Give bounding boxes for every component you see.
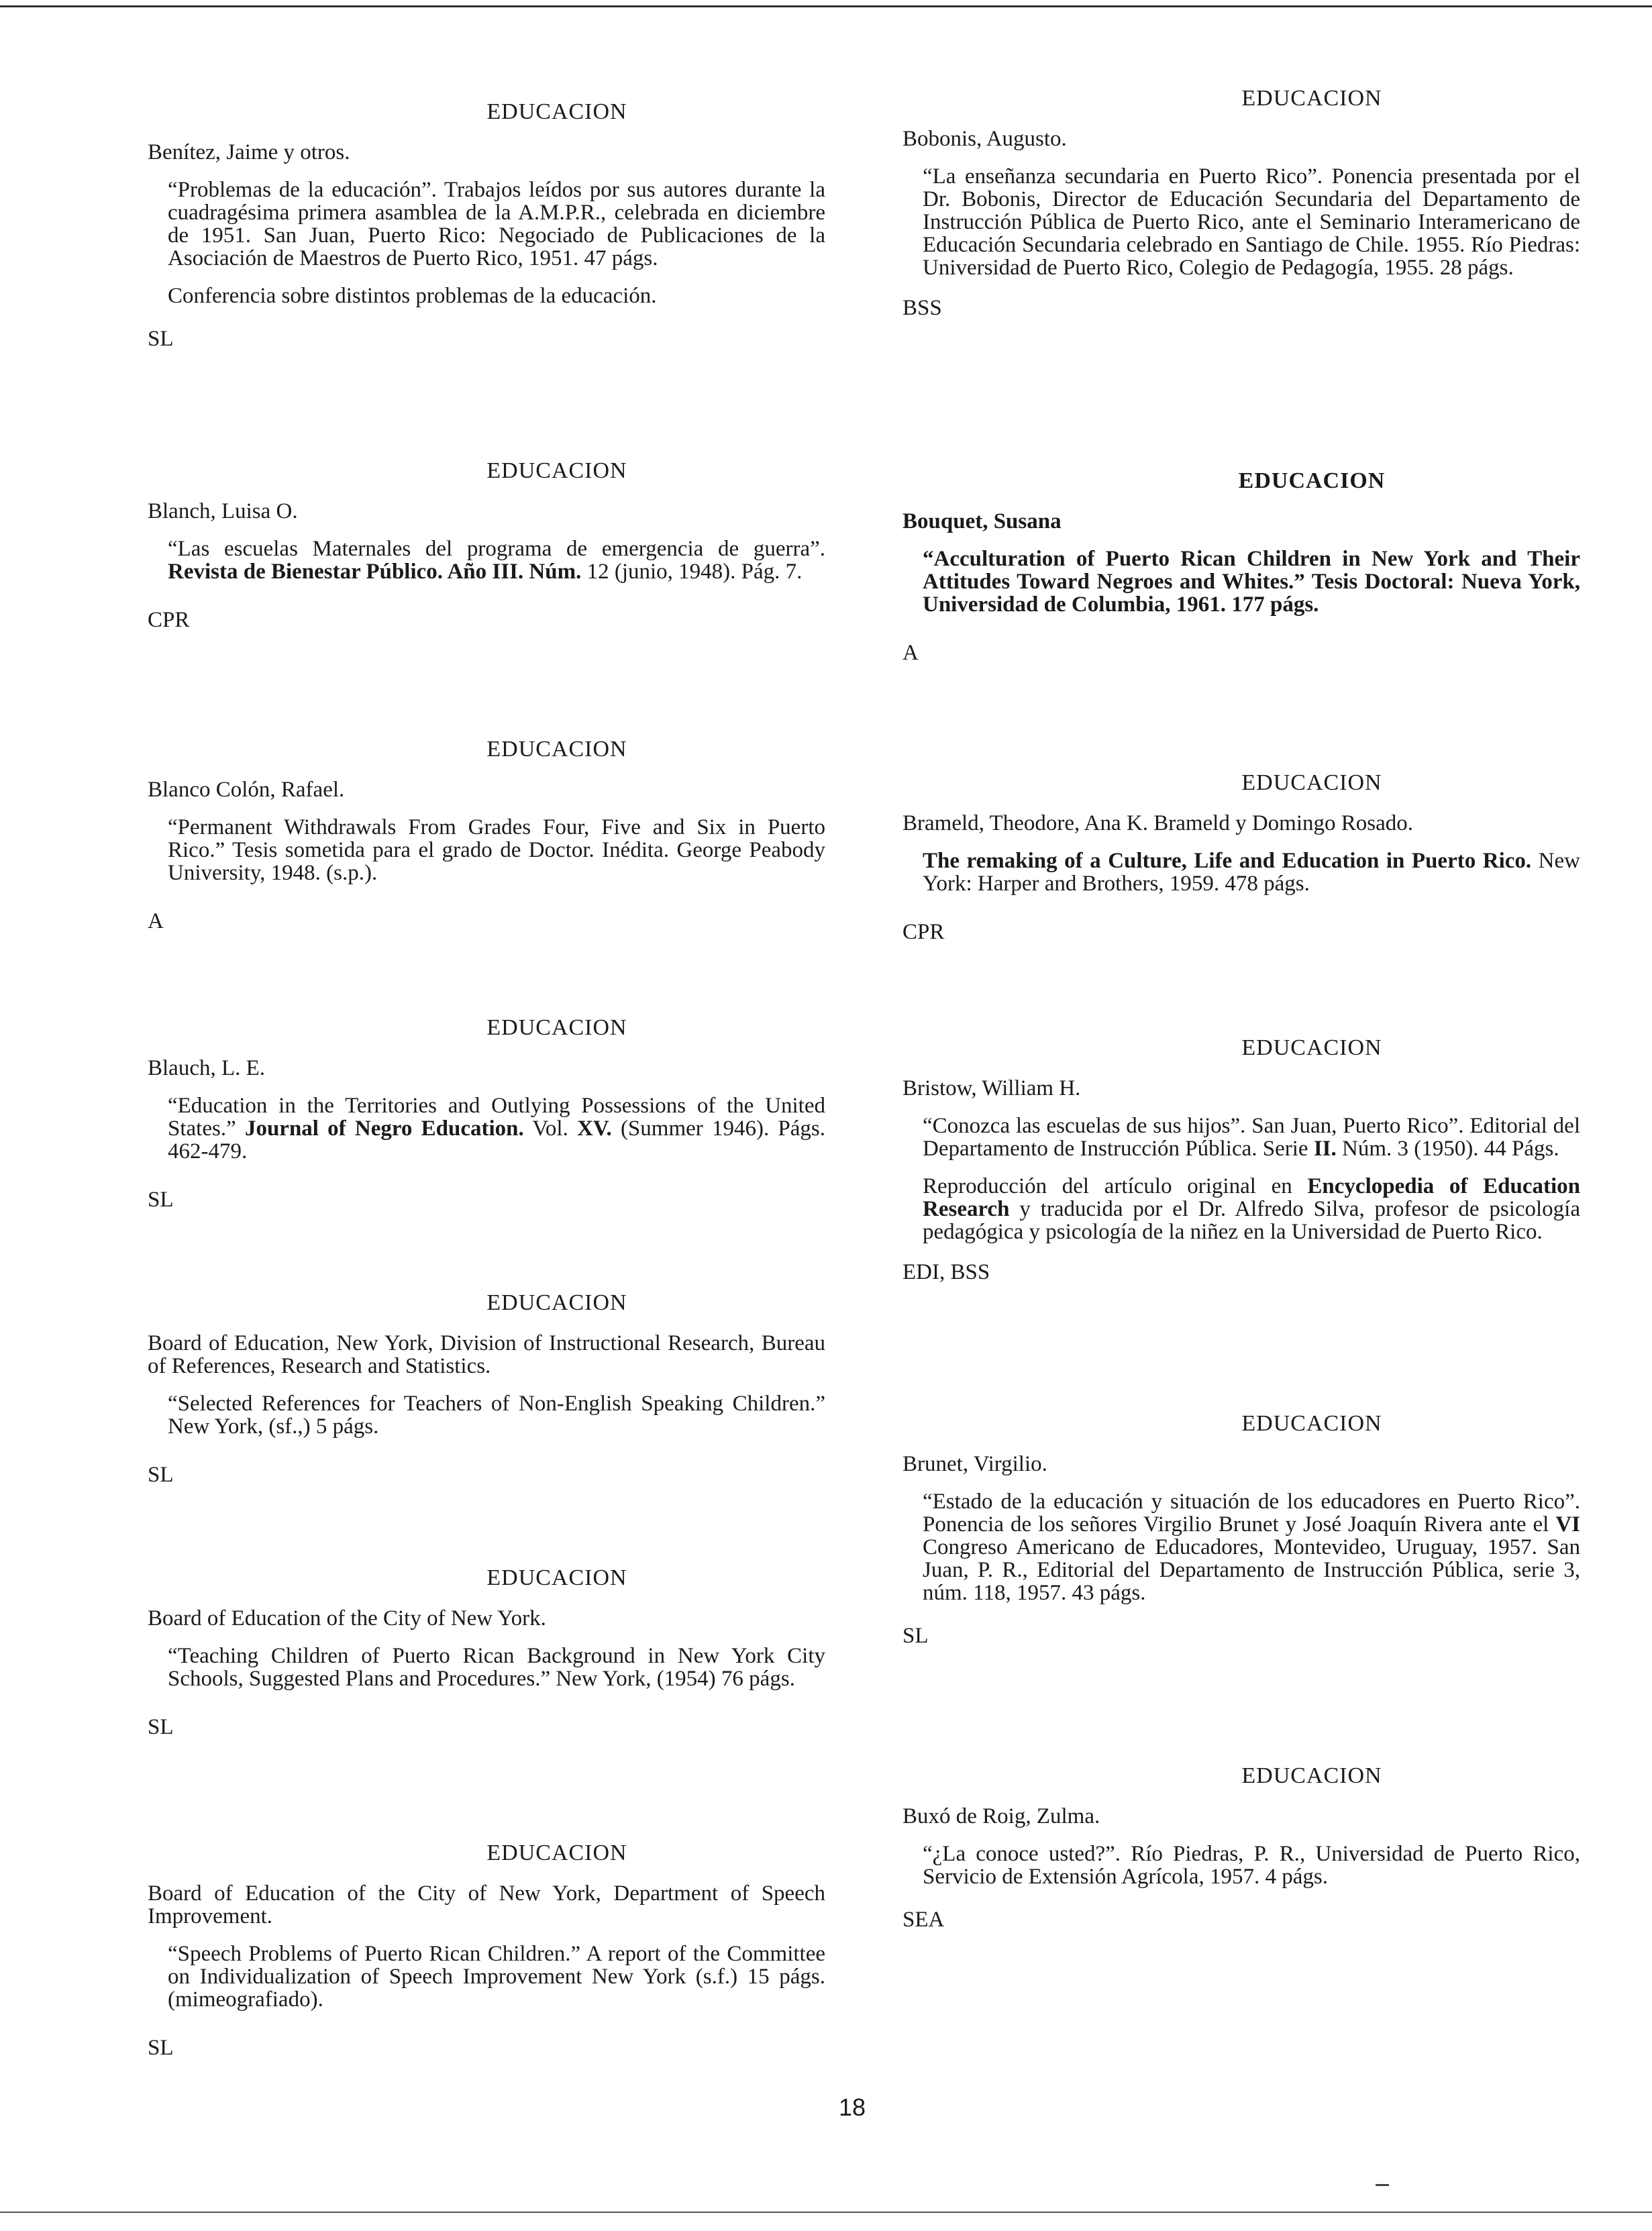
entry-heading: EDUCACION bbox=[486, 1565, 627, 1590]
bold-text: Revista de Bienestar Público. Año III. Núm. bbox=[168, 560, 582, 584]
entry-author: Blanch, Luisa O. bbox=[148, 499, 298, 523]
bold-text: VI bbox=[1555, 1512, 1580, 1537]
entry-description: “Education in the Territories and Outlying Possessions of the United States.” Journal of Negro Education. Vol. XV. (Summer 1946). Págs. 462-479. bbox=[168, 1094, 826, 1163]
library-code: SL bbox=[148, 1188, 174, 1212]
entry-author: Bouquet, Susana bbox=[902, 509, 1062, 533]
library-code: SL bbox=[902, 1624, 929, 1648]
entry-description: “Estado de la educación y situación de los educadores en Puerto Rico”. Ponencia de los señores Virgilio Brunet y José Joaquín Rivera ante el VI Congreso Americano de Educadores, Montevideo, Uruguay, 1957. San Juan, P. R., Editorial del Departamento de Instrucción Pública, serie 3, núm. 118, 1957. 43 págs. bbox=[923, 1490, 1580, 1605]
entry-author: Brameld, Theodore, Ana K. Brameld y Domingo Rosado. bbox=[902, 811, 1414, 835]
entry-board-city-ny bbox=[148, 1567, 825, 1739]
bold-text: II. bbox=[1313, 1137, 1337, 1161]
top-rule bbox=[0, 5, 1652, 7]
entry-heading: EDUCACION bbox=[486, 458, 627, 483]
entry-author: Bristow, William H. bbox=[902, 1076, 1081, 1100]
entry-author: Board of Education of the City of New York, Department of Speech Improvement. bbox=[148, 1881, 825, 1928]
entry-author: Brunet, Virgilio. bbox=[902, 1452, 1047, 1476]
entry-author: Blanco Colón, Rafael. bbox=[148, 778, 345, 802]
entry-author: Buxó de Roig, Zulma. bbox=[902, 1804, 1100, 1828]
entry-author: Board of Education of the City of New York. bbox=[148, 1606, 546, 1630]
library-code: CPR bbox=[148, 608, 190, 632]
scan-mark bbox=[1376, 2184, 1389, 2186]
entry-description: “La enseñanza secundaria en Puerto Rico”. Ponencia presentada por el Dr. Bobonis, Director de Educación Secundaria del Departamento de Instrucción Pública de Puerto Rico, ante el Seminario Interamericano de Educación Secundaria celebrado en Santiago de Chile. 1955. Río Piedras: Universidad de Puerto Rico, Colegio de Pedagogía, 1955. 28 págs. bbox=[923, 164, 1580, 280]
entry-author: Bobonis, Augusto. bbox=[902, 127, 1067, 151]
entry-note: Conferencia sobre distintos problemas de la educación. bbox=[168, 284, 657, 308]
entry-heading: EDUCACION bbox=[486, 99, 627, 124]
entry-description: “Speech Problems of Puerto Rican Children.” A report of the Committee on Individualization of Speech Improvement New York (s.f.) 15 págs. (mimeografiado). bbox=[168, 1942, 825, 2012]
page-number: 18 bbox=[838, 2093, 866, 2121]
entry-heading: EDUCACION bbox=[486, 737, 627, 762]
bold-text: “Acculturation of Puerto Rican Children in New York and Their Attitudes Toward Negroes and Whites.” Tesis Doctoral: Nueva York, Universidad de Columbia, 1961. 177 págs. bbox=[923, 547, 1580, 617]
entry-author: Benítez, Jaime y otros. bbox=[148, 140, 350, 164]
entry-description: “Conozca las escuelas de sus hijos”. San Juan, Puerto Rico”. Editorial del Departamento de Instrucción Pública. Serie II. Núm. 3 (1950). 44 Págs. bbox=[923, 1114, 1580, 1161]
library-code: A bbox=[148, 909, 164, 933]
entry-author: Board of Education, New York, Division of Instructional Research, Bureau of References, Research and Statistics. bbox=[148, 1331, 825, 1378]
entry-description: “¿La conoce usted?”. Río Piedras, P. R., Universidad de Puerto Rico, Servicio de Extensión Agrícola, 1957. 4 págs. bbox=[923, 1842, 1580, 1889]
entry-brameld bbox=[902, 772, 1580, 943]
library-code: CPR bbox=[902, 920, 945, 944]
entry-description: “Selected References for Teachers of Non-English Speaking Children.” New York, (sf.,) 5 págs. bbox=[168, 1392, 825, 1439]
bottom-rule bbox=[0, 2212, 1652, 2213]
entry-board-ny-division bbox=[148, 1292, 825, 1486]
entry-description: “Problemas de la educación”. Trabajos leídos por sus autores durante la cuadragésima primera asamblea de la A.M.P.R., celebrada en diciembre de 1951. San Juan, Puerto Rico: Negociado de Publicaciones de la Asociación de Maestros de Puerto Rico, 1951. 47 págs. bbox=[168, 178, 825, 270]
library-code: BSS bbox=[902, 296, 942, 320]
library-code: EDI, BSS bbox=[902, 1260, 990, 1284]
entry-description: The remaking of a Culture, Life and Education in Puerto Rico. New York: Harper and Brothers, 1959. 478 págs. bbox=[923, 849, 1580, 896]
entry-blanco-colon bbox=[148, 738, 825, 933]
entry-heading: EDUCACION bbox=[486, 1290, 627, 1315]
entry-board-speech bbox=[148, 1842, 825, 2059]
library-code: SL bbox=[148, 1715, 174, 1739]
entry-heading: EDUCACION bbox=[1241, 1411, 1382, 1436]
entry-heading: EDUCACION bbox=[1241, 1035, 1382, 1060]
entry-benitez bbox=[148, 101, 825, 350]
bold-text: Encyclopedia of Education Research bbox=[923, 1174, 1580, 1221]
entry-heading: EDUCACION bbox=[1241, 1763, 1382, 1788]
entry-description: “Teaching Children of Puerto Rican Background in New York City Schools, Suggested Plans and Procedures.” New York, (1954) 76 págs. bbox=[168, 1644, 825, 1691]
entry-blauch bbox=[148, 1017, 825, 1211]
library-code: SL bbox=[148, 1463, 174, 1487]
entry-bobonis bbox=[902, 87, 1580, 319]
bold-text: Journal of Negro Education. bbox=[244, 1117, 524, 1141]
library-code: SEA bbox=[902, 1908, 945, 1932]
library-code: SL bbox=[148, 327, 174, 351]
entry-description bbox=[923, 548, 1580, 616]
entry-buxo-de-roig bbox=[902, 1765, 1580, 1931]
library-code: SL bbox=[148, 2036, 174, 2060]
entry-bouquet bbox=[902, 470, 1580, 664]
entry-description: “Las escuelas Maternales del programa de emergencia de guerra”. Revista de Bienestar Público. Año III. Núm. 12 (junio, 1948). Pág. 7. bbox=[168, 537, 825, 584]
entry-heading: EDUCACION bbox=[486, 1015, 627, 1040]
entry-heading: EDUCACION bbox=[1241, 770, 1382, 795]
entry-brunet bbox=[902, 1412, 1580, 1647]
entry-blanch bbox=[148, 460, 825, 631]
bold-text: The remaking of a Culture, Life and Education in Puerto Rico. bbox=[923, 849, 1532, 873]
entry-author: Blauch, L. E. bbox=[148, 1056, 266, 1080]
entry-heading: EDUCACION bbox=[486, 1840, 627, 1865]
entry-note: Reproducción del artículo original en Encyclopedia of Education Research y traducida por el Dr. Alfredo Silva, profesor de psicología pedagógica y psicología de la niñez en la Universidad de Puerto Rico. bbox=[923, 1174, 1580, 1244]
library-code: A bbox=[902, 641, 919, 665]
bold-text: XV. bbox=[577, 1117, 612, 1141]
entry-bristow bbox=[902, 1037, 1580, 1284]
entry-heading: EDUCACION bbox=[1241, 86, 1382, 111]
entry-heading: EDUCACION bbox=[1238, 468, 1386, 493]
entry-description: “Permanent Withdrawals From Grades Four, Five and Six in Puerto Rico.” Tesis sometida para el grado de Doctor. Inédita. George Peabody University, 1948. (s.p.). bbox=[168, 815, 825, 885]
